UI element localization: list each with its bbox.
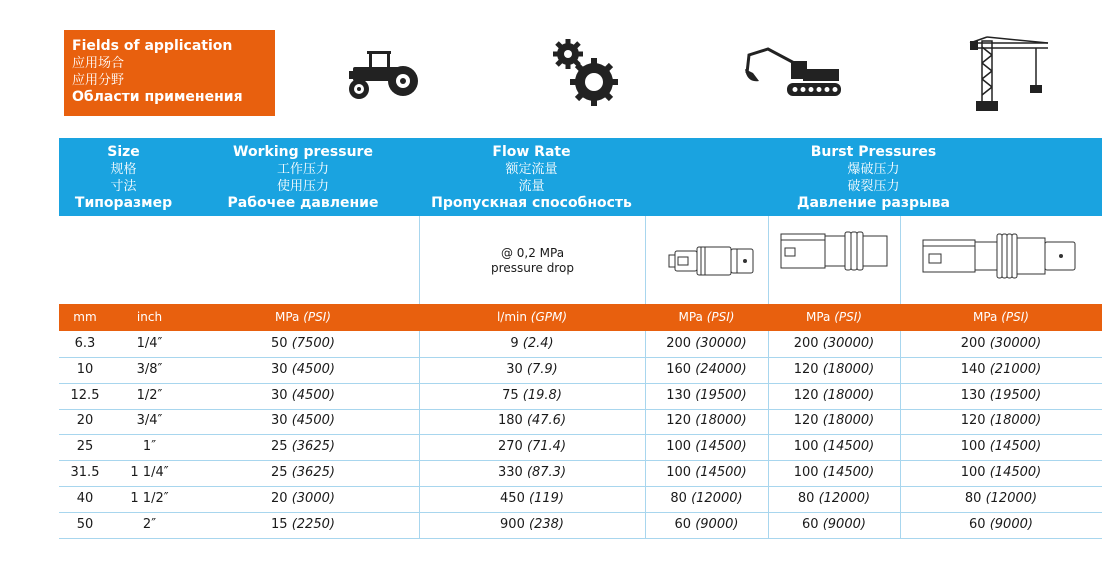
header-wp-ru: Рабочее давление [227,195,379,211]
cell-flow [419,336,645,351]
cell-mm-value: 12.5 [70,387,100,403]
header-size-en: Size [107,144,140,160]
cell-b1_psi: (24000) [695,361,747,377]
cell-b2 [768,491,900,506]
cell-inch-value: 1″ [142,439,157,455]
cell-b2 [768,517,900,532]
pressure-drop-note [420,246,645,276]
cell-b2 [768,388,900,403]
cell-flow [419,439,645,454]
unit-burst-3 [900,310,1102,324]
cell-b3_psi: (19500) [989,387,1042,403]
excavator-icon [743,45,843,100]
unit-flow [419,310,645,324]
cell-flow [419,491,645,506]
coupling-set-icon [921,230,1079,282]
unit-flow-main: l/min [496,310,527,324]
cell-b1-value: 130 [666,387,692,403]
cell-mm-value: 10 [76,361,94,377]
cell-b1_psi: (9000) [695,516,739,532]
cell-inch-value: 3/8″ [136,361,163,377]
unit-wp-main: MPa [275,310,300,324]
cell-mm-value: 6.3 [74,336,96,351]
divider [645,216,646,304]
cell-wp-value: 50 [271,336,288,351]
cell-b1 [645,336,768,351]
cell-inch-value: 1/2″ [136,387,163,403]
cell-mm [59,517,111,532]
cell-mm [59,465,111,480]
cell-flow-value: 9 [510,336,519,351]
cell-mm-value: 40 [76,490,94,506]
unit-b2-main: MPa [806,310,831,324]
cell-mm [59,439,111,454]
header-working-pressure [188,144,418,212]
header-burst-en: Burst Pressures [810,144,937,160]
cell-inch-value: 1/4″ [136,336,163,351]
cell-b1-value: 100 [666,439,692,455]
header-flow-ru: Пропускная способность [431,195,632,211]
cell-wp [188,439,418,454]
cell-wp_psi: (4500) [291,413,335,429]
header-burst-ru: Давление разрыва [797,195,950,211]
cell-flow-value: 330 [497,465,523,480]
header-wp-en: Working pressure [233,144,373,160]
cell-mm [59,362,111,377]
cell-wp-value: 30 [271,361,288,377]
cell-flow-value: 75 [502,387,519,403]
cell-flow-value: 450 [500,490,525,506]
cell-b3-value: 100 [960,439,986,455]
cell-b2_psi: (18000) [822,361,875,377]
table-row [59,383,1102,410]
cell-b1 [645,413,768,428]
cell-b3 [900,491,1102,506]
cell-b3 [900,465,1102,480]
fields-title-zh1: 应用场合 [72,56,125,71]
cell-b1-value: 120 [666,413,692,429]
header-flow-rate [418,144,645,212]
unit-b3-alt: (PSI) [1001,310,1029,324]
cell-flow_gpm: (71.4) [526,439,567,455]
cell-flow_gpm: (47.6) [526,413,567,429]
cell-wp [188,465,418,480]
coupling-images-band [59,216,1102,304]
cell-b1 [645,491,768,506]
cell-inch [111,439,188,454]
cell-b2-value: 200 [793,336,819,351]
cell-wp-value: 15 [271,516,288,532]
unit-b2-alt: (PSI) [834,310,862,324]
cell-b3-value: 60 [969,516,986,532]
cell-flow [419,465,645,480]
cell-b3 [900,517,1102,532]
cell-b2 [768,413,900,428]
cell-b1_psi: (18000) [695,413,747,429]
cell-b1_psi: (19500) [695,387,747,403]
cell-b2_psi: (30000) [822,336,875,351]
cell-mm-value: 25 [76,439,94,455]
pressure-drop-line2: pressure drop [491,261,574,275]
cell-inch-value: 3/4″ [136,413,163,429]
cell-flow [419,362,645,377]
cell-b3 [900,439,1102,454]
header-wp-zh2: 使用压力 [276,179,329,194]
cell-b2_psi: (18000) [822,387,875,403]
unit-working-pressure [188,310,418,324]
divider [900,216,901,304]
cell-inch [111,336,188,351]
cell-b3-value: 100 [960,465,986,480]
unit-burst-2 [768,310,900,324]
table-row [59,460,1102,487]
header-size [59,144,188,212]
cell-inch [111,362,188,377]
cell-flow_gpm: (2.4) [522,336,554,351]
cell-mm-value: 50 [76,516,94,532]
cell-flow [419,517,645,532]
unit-burst-1 [645,310,768,324]
cell-b3 [900,362,1102,377]
cell-b3 [900,336,1102,351]
units-row [59,304,1102,331]
cell-b1 [645,388,768,403]
cell-wp_psi: (4500) [291,387,335,403]
cell-b2-value: 100 [793,465,819,480]
cell-b3_psi: (12000) [985,490,1038,506]
cell-flow_gpm: (87.3) [526,465,567,480]
cell-b2_psi: (14500) [822,465,875,480]
cell-inch [111,491,188,506]
cell-b2_psi: (12000) [818,490,871,506]
cell-wp_psi: (2250) [291,516,335,532]
cell-flow_gpm: (238) [529,516,564,532]
cell-b1-value: 60 [674,516,692,532]
cell-wp-value: 25 [271,465,288,480]
cell-b1-value: 80 [670,490,687,506]
cell-b2_psi: (14500) [822,439,875,455]
cell-flow_gpm: (19.8) [522,387,562,403]
cell-inch [111,388,188,403]
unit-flow-alt: (GPM) [530,310,568,324]
table-row [59,486,1102,513]
tractor-icon [345,45,420,100]
cell-inch-value: 1 1/2″ [130,490,169,506]
cell-flow-value: 270 [497,439,523,455]
cell-mm [59,413,111,428]
tower-crane-icon [968,35,1050,113]
cell-wp [188,362,418,377]
cell-wp [188,413,418,428]
header-burst-zh1: 爆破压力 [847,162,900,177]
table-row [59,331,1102,358]
cell-b1-value: 160 [666,361,692,377]
cell-b3-value: 200 [960,336,986,351]
cell-flow-value: 180 [497,413,523,429]
cell-b3_psi: (9000) [989,516,1033,532]
cell-b3-value: 130 [960,387,986,403]
cell-flow-value: 30 [506,361,523,377]
cell-flow [419,388,645,403]
header-wp-zh1: 工作压力 [276,162,329,177]
cell-mm-value: 20 [76,413,94,429]
table-row [59,512,1102,539]
table-header [59,138,1102,216]
cell-wp-value: 20 [271,490,288,506]
unit-b1-main: MPa [678,310,703,324]
cell-wp_psi: (3625) [291,439,335,455]
cell-wp [188,517,418,532]
cell-b2 [768,465,900,480]
cell-b2_psi: (18000) [822,413,875,429]
cell-b2-value: 60 [802,516,819,532]
unit-b1-alt: (PSI) [706,310,735,324]
cell-b2 [768,439,900,454]
header-burst-pressures [645,144,1102,212]
cell-wp-value: 25 [271,439,288,455]
cell-b3 [900,388,1102,403]
cell-flow-value: 900 [500,516,525,532]
cell-b3-value: 140 [960,361,986,377]
cell-b2 [768,362,900,377]
table-row [59,408,1102,435]
fields-title-ru: Области применения [72,89,243,105]
cell-wp_psi: (3000) [291,490,335,506]
cell-mm-value: 31.5 [70,465,100,480]
cell-b2-value: 120 [793,387,819,403]
cell-mm [59,491,111,506]
fields-of-application-box [64,30,275,116]
cell-inch [111,517,188,532]
cell-mm [59,336,111,351]
cell-inch [111,413,188,428]
table-row [59,357,1102,384]
cell-wp [188,491,418,506]
cell-b3_psi: (14500) [989,465,1042,480]
cell-b3_psi: (30000) [989,336,1042,351]
cell-b3 [900,413,1102,428]
cell-wp-value: 30 [271,413,288,429]
cell-b1_psi: (12000) [691,490,743,506]
gears-icon [552,38,620,108]
unit-inch: inch [136,310,163,324]
cell-b2-value: 120 [793,413,819,429]
cell-b3_psi: (21000) [989,361,1042,377]
cell-inch-value: 2″ [142,516,157,532]
header-size-zh1: 规格 [110,162,137,177]
cell-b1-value: 100 [666,465,692,480]
cell-b2_psi: (9000) [822,516,866,532]
cell-b2-value: 120 [793,361,819,377]
header-flow-zh1: 额定流量 [505,162,558,177]
cell-b1 [645,439,768,454]
cell-inch-value: 1 1/4″ [130,465,169,480]
unit-wp-alt: (PSI) [303,310,331,324]
cell-wp [188,388,418,403]
cell-b2-value: 80 [797,490,815,506]
pressure-drop-line1: @ 0,2 MPa [500,246,565,260]
header-flow-zh2: 流量 [518,179,545,194]
cell-mm [59,388,111,403]
cell-inch [111,465,188,480]
male-coupling-icon [667,241,755,281]
cell-wp [188,336,418,351]
cell-b1_psi: (14500) [695,465,747,480]
divider [768,216,769,304]
cell-b2-value: 100 [793,439,819,455]
header-size-ru: Типоразмер [74,195,173,211]
cell-b3_psi: (18000) [989,413,1042,429]
cell-flow_gpm: (7.9) [526,361,558,377]
header-size-zh2: 寸法 [110,179,137,194]
cell-b1 [645,465,768,480]
cell-b1 [645,362,768,377]
cell-flow_gpm: (119) [529,490,564,506]
table-row [59,434,1102,461]
unit-b3-main: MPa [973,310,998,324]
cell-flow [419,413,645,428]
cell-b3-value: 120 [960,413,986,429]
cell-b1 [645,517,768,532]
header-flow-en: Flow Rate [492,144,571,160]
cell-wp-value: 30 [271,387,288,403]
cell-wp_psi: (7500) [291,336,335,351]
cell-b3_psi: (14500) [989,439,1042,455]
header-burst-zh2: 破裂压力 [847,179,900,194]
cell-b1_psi: (30000) [695,336,747,351]
female-coupling-icon [779,230,891,272]
cell-b1-value: 200 [666,336,692,351]
cell-b2 [768,336,900,351]
cell-wp_psi: (4500) [291,361,335,377]
cell-b1_psi: (14500) [695,439,747,455]
cell-b3-value: 80 [964,490,982,506]
cell-wp_psi: (3625) [291,465,335,480]
fields-title-zh2: 应用分野 [72,73,125,88]
fields-title-en: Fields of application [72,38,233,54]
unit-mm: mm [73,310,97,324]
